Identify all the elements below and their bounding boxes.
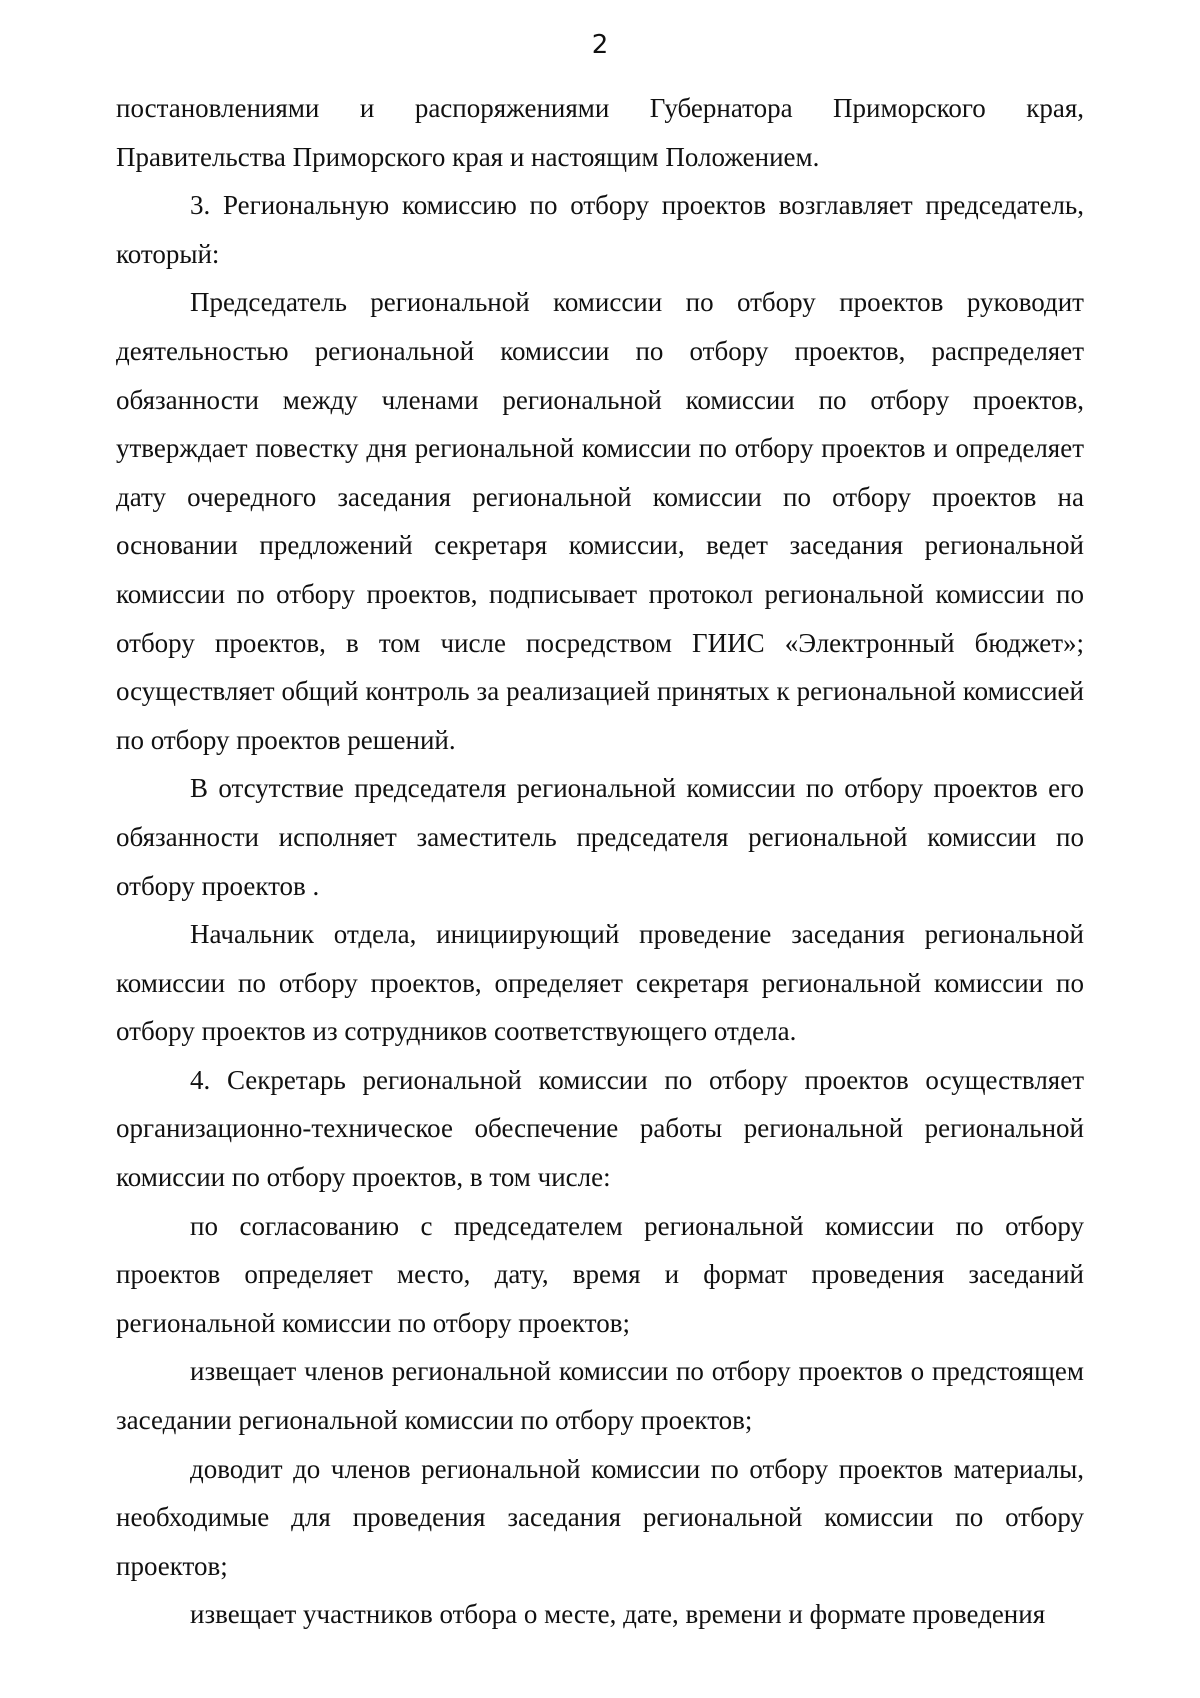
paragraph-notify-participants: извещает участников отбора о месте, дате, времени и формате проведения xyxy=(190,1599,1046,1630)
paragraph-item-3: 3. Региональную комиссию по отбору проектов возглавляет председатель, который: xyxy=(116,190,1084,269)
paragraph-continuation: постановлениями и распоряжениями Губернатора Приморского края, Правительства Приморского края и настоящим Положением. xyxy=(116,93,1084,172)
paragraph-chairman-duties: Председатель региональной комиссии по отбору проектов руководит деятельностью региональной комиссии по отбору проектов, распределяет обязанности между членами региональной комиссии по отбору проектов, утверждает повестку дня региональной комиссии по отбору проектов и определяет дату очередного заседания региональной комиссии по отбору проектов на основании предложений секретаря комиссии, ведет заседания региональной комиссии по отбору проектов, подписывает протокол региональной комиссии по отбору проектов, в том числе посредством ГИИС «Электронный бюджет»; осуществляет общий контроль за реализацией принятых к региональной комиссией по отбору проектов решений. xyxy=(116,287,1084,755)
page-number: 2 xyxy=(591,30,609,60)
paragraph-materials: доводит до членов региональной комиссии по отбору проектов материалы, необходимые для проведения заседания региональной комиссии по отбору проектов; xyxy=(116,1453,1084,1581)
document-body xyxy=(116,84,1084,1639)
paragraph-chairman-absence: В отсутствие председателя региональной комиссии по отбору проектов его обязанности исполняет заместитель председателя региональной комиссии по отбору проектов . xyxy=(116,773,1084,901)
paragraph-item-4: 4. Секретарь региональной комиссии по отбору проектов осуществляет организационно-техническое обеспечение работы региональной региональной комиссии по отбору проектов, в том числе: xyxy=(116,1064,1084,1193)
paragraph-notify-members: извещает членов региональной комиссии по отбору проектов о предстоящем заседании региональной комиссии по отбору проектов; xyxy=(116,1356,1084,1436)
paragraph-department-head: Начальник отдела, инициирующий проведение заседания региональной комиссии по отбору проектов, определяет секретаря региональной комиссии по отбору проектов из сотрудников соответствующего отдела. xyxy=(116,919,1084,1047)
paragraph-schedule: по согласованию с председателем региональной комиссии по отбору проектов определяет место, дату, время и формат проведения заседаний региональной комиссии по отбору проектов; xyxy=(116,1210,1084,1338)
